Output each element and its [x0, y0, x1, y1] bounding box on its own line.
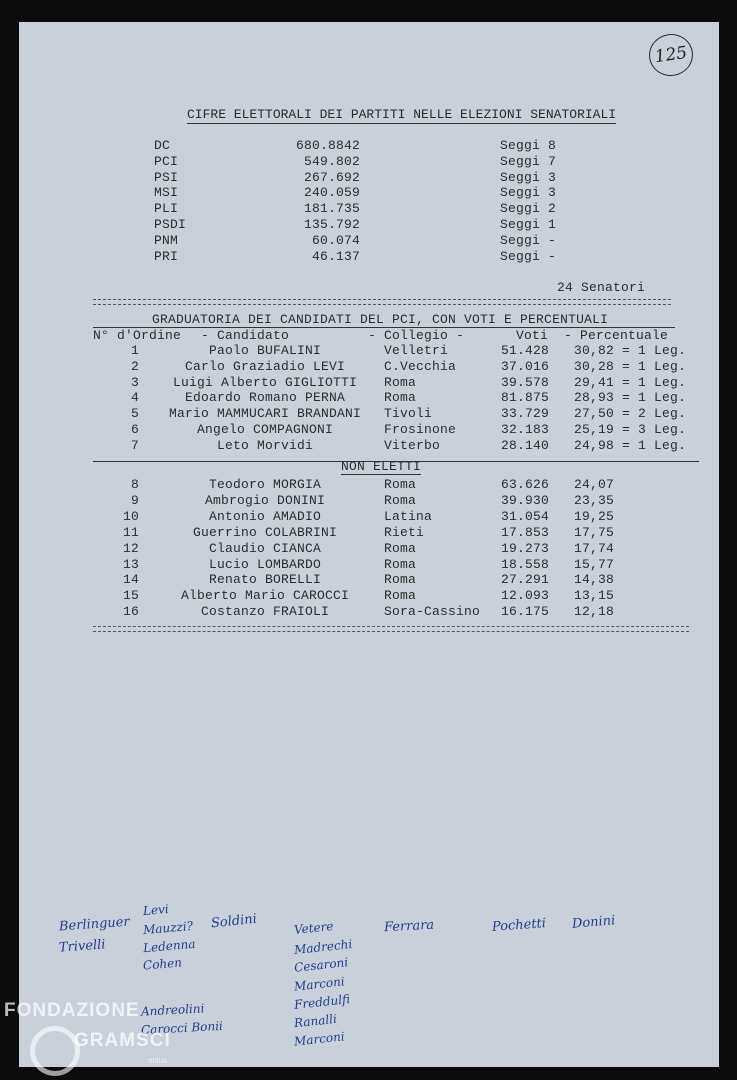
party-name: PLI [154, 201, 179, 217]
candidate-name: Teodoro MORGIA [208, 477, 322, 492]
party-name: MSI [154, 185, 179, 201]
votes: 17.853 [500, 524, 549, 540]
handwritten-name: Soldini [210, 911, 258, 932]
percentage: 30,82 = 1 Leg. [574, 343, 687, 358]
header-votes: Voti [516, 328, 549, 343]
handwritten-name: Levi [142, 901, 170, 919]
party-votes: 181.735 [303, 201, 360, 217]
party-seats: Seggi 3 [500, 169, 557, 185]
candidate-name: Lucio LOMBARDO [208, 556, 322, 572]
party-name: PCI [154, 153, 179, 169]
candidate-name: Ambrogio DONINI [204, 492, 326, 508]
college: Roma [384, 374, 417, 390]
party-seats: Seggi - [500, 232, 557, 248]
row-number: 1 [130, 343, 139, 358]
votes: 33.729 [500, 406, 549, 422]
votes: 51.428 [500, 343, 549, 358]
percentage: 23,35 [574, 492, 615, 508]
row-number: 4 [130, 390, 139, 406]
college: Latina [384, 508, 433, 524]
percentage: 12,18 [574, 604, 615, 620]
document-page [19, 22, 719, 1067]
handwritten-name: Marconi [293, 1029, 346, 1049]
header-percentage: - Percentuale [564, 328, 669, 343]
votes: 16.175 [500, 604, 549, 620]
handwritten-name: Marconi [293, 973, 346, 994]
party-votes: 60.074 [311, 232, 360, 248]
party-votes: 549.802 [303, 153, 360, 169]
senators-total: 24 Senatori [557, 280, 646, 295]
watermark-line3: onlus [148, 1056, 168, 1065]
votes: 18.558 [500, 556, 549, 572]
candidate-name: Claudio CIANCA [208, 540, 322, 556]
party-name: PSI [154, 169, 179, 185]
row-number: 16 [122, 604, 139, 620]
party-name: PNM [154, 232, 179, 248]
candidate-name: Renato BORELLI [208, 572, 322, 588]
percentage: 17,75 [574, 524, 615, 540]
college: Roma [384, 556, 417, 572]
college: Frosinone [384, 422, 457, 437]
party-votes: 135.792 [303, 217, 360, 232]
watermark-line2: GRAMSCI [74, 1030, 171, 1051]
votes: 31.054 [500, 508, 549, 524]
votes: 12.093 [500, 588, 549, 604]
college: Roma [384, 540, 417, 556]
handwritten-name: Freddulfi [293, 992, 351, 1012]
handwritten-name: Madrechi [293, 936, 353, 957]
row-number: 7 [130, 437, 139, 453]
handwritten-name: Cohen [142, 955, 183, 973]
votes: 37.016 [500, 358, 549, 374]
percentage: 29,41 = 1 Leg. [574, 374, 687, 390]
row-number: 12 [122, 540, 139, 556]
college: Sora-Cassino [384, 604, 481, 620]
header-candidate: - Candidato [201, 328, 290, 343]
document-title: CIFRE ELETTORALI DEI PARTITI NELLE ELEZIONI SENATORIALI [187, 107, 617, 122]
votes: 39.930 [500, 492, 549, 508]
candidate-name: Guerrino COLABRINI [192, 524, 338, 540]
percentage: 19,25 [574, 508, 615, 524]
page-number-stamp: 125 [646, 31, 695, 79]
candidate-name: Alberto Mario CAROCCI [180, 588, 350, 604]
party-name: PSDI [154, 217, 187, 232]
row-number: 15 [122, 588, 139, 604]
percentage: 17,74 [574, 540, 615, 556]
handwritten-name: Carocci Bonii [140, 1018, 224, 1038]
party-name: DC [154, 138, 171, 153]
divider-dashed [93, 299, 671, 305]
candidate-name: Mario MAMMUCARI BRANDANI [168, 406, 362, 422]
handwritten-name: Vetere [293, 918, 335, 938]
party-seats: Seggi - [500, 248, 557, 264]
percentage: 13,15 [574, 588, 615, 604]
row-number: 5 [130, 406, 139, 422]
votes: 81.875 [500, 390, 549, 406]
party-seats: Seggi 8 [500, 138, 557, 153]
percentage: 15,77 [574, 556, 615, 572]
watermark [0, 996, 171, 1076]
party-name: PRI [154, 248, 179, 264]
handwritten-name: Ferrara [383, 917, 435, 936]
votes: 32.183 [500, 422, 549, 437]
handwritten-name: Cesaroni [293, 955, 349, 975]
handwritten-name: Pochetti [491, 916, 547, 935]
handwritten-name: Donini [571, 913, 616, 932]
row-number: 10 [122, 508, 139, 524]
candidate-name: Angelo COMPAGNONI [196, 422, 334, 437]
party-seats: Seggi 2 [500, 201, 557, 217]
party-votes: 680.8842 [295, 138, 360, 153]
candidate-name: Costanzo FRAIOLI [200, 604, 330, 620]
college: Velletri [384, 343, 449, 358]
percentage: 24,07 [574, 477, 615, 492]
handwritten-name: Ranalli [293, 1011, 338, 1030]
candidate-name: Antonio AMADIO [208, 508, 322, 524]
percentage: 30,28 = 1 Leg. [574, 358, 687, 374]
college: Roma [384, 572, 417, 588]
party-votes: 267.692 [303, 169, 360, 185]
college: Roma [384, 477, 417, 492]
party-votes: 46.137 [311, 248, 360, 264]
college: Tivoli [384, 406, 433, 422]
row-number: 11 [122, 524, 139, 540]
party-seats: Seggi 3 [500, 185, 557, 201]
row-number: 2 [130, 358, 139, 374]
votes: 27.291 [500, 572, 549, 588]
percentage: 14,38 [574, 572, 615, 588]
header-college: - Collegio - [368, 328, 465, 343]
party-seats: Seggi 7 [500, 153, 557, 169]
percentage: 25,19 = 3 Leg. [574, 422, 687, 437]
row-number: 3 [130, 374, 139, 390]
handwritten-name: Trivelli [58, 937, 106, 956]
party-votes: 240.059 [303, 185, 360, 201]
handwritten-name: Mauzzi? [142, 918, 194, 938]
row-number: 14 [122, 572, 139, 588]
college: Viterbo [384, 437, 441, 453]
row-number: 6 [130, 422, 139, 437]
watermark-line1: FONDAZIONE [4, 1000, 140, 1021]
college: Rieti [384, 524, 425, 540]
candidate-name: Edoardo Romano PERNA [184, 390, 346, 406]
watermark-ring [30, 1026, 80, 1076]
candidate-name: Paolo BUFALINI [208, 343, 322, 358]
votes: 28.140 [500, 437, 549, 453]
candidate-name: Luigi Alberto GIGLIOTTI [172, 374, 358, 390]
ranking-title: GRADUATORIA DEI CANDIDATI DEL PCI, CON VOTI E PERCENTUALI [152, 312, 609, 327]
percentage: 24,98 = 1 Leg. [574, 437, 687, 453]
college: Roma [384, 390, 417, 406]
handwritten-name: Andreolini [140, 1001, 205, 1019]
handwritten-name: Ledenna [142, 936, 196, 956]
percentage: 27,50 = 2 Leg. [574, 406, 687, 422]
row-number: 13 [122, 556, 139, 572]
row-number: 8 [130, 477, 139, 492]
handwritten-name: Berlinguer [58, 914, 131, 935]
row-number: 9 [130, 492, 139, 508]
votes: 39.578 [500, 374, 549, 390]
college: Roma [384, 492, 417, 508]
college: Roma [384, 588, 417, 604]
party-seats: Seggi 1 [500, 217, 557, 232]
candidate-name: Carlo Graziadio LEVI [184, 358, 346, 374]
not-elected-label: NON ELETTI [341, 459, 422, 474]
votes: 19.273 [500, 540, 549, 556]
header-order: N° d'Ordine [93, 328, 182, 343]
votes: 63.626 [500, 477, 549, 492]
college: C.Vecchia [384, 358, 457, 374]
percentage: 28,93 = 1 Leg. [574, 390, 687, 406]
candidate-name: Leto Morvidi [216, 437, 313, 453]
divider-dashed [93, 626, 689, 632]
